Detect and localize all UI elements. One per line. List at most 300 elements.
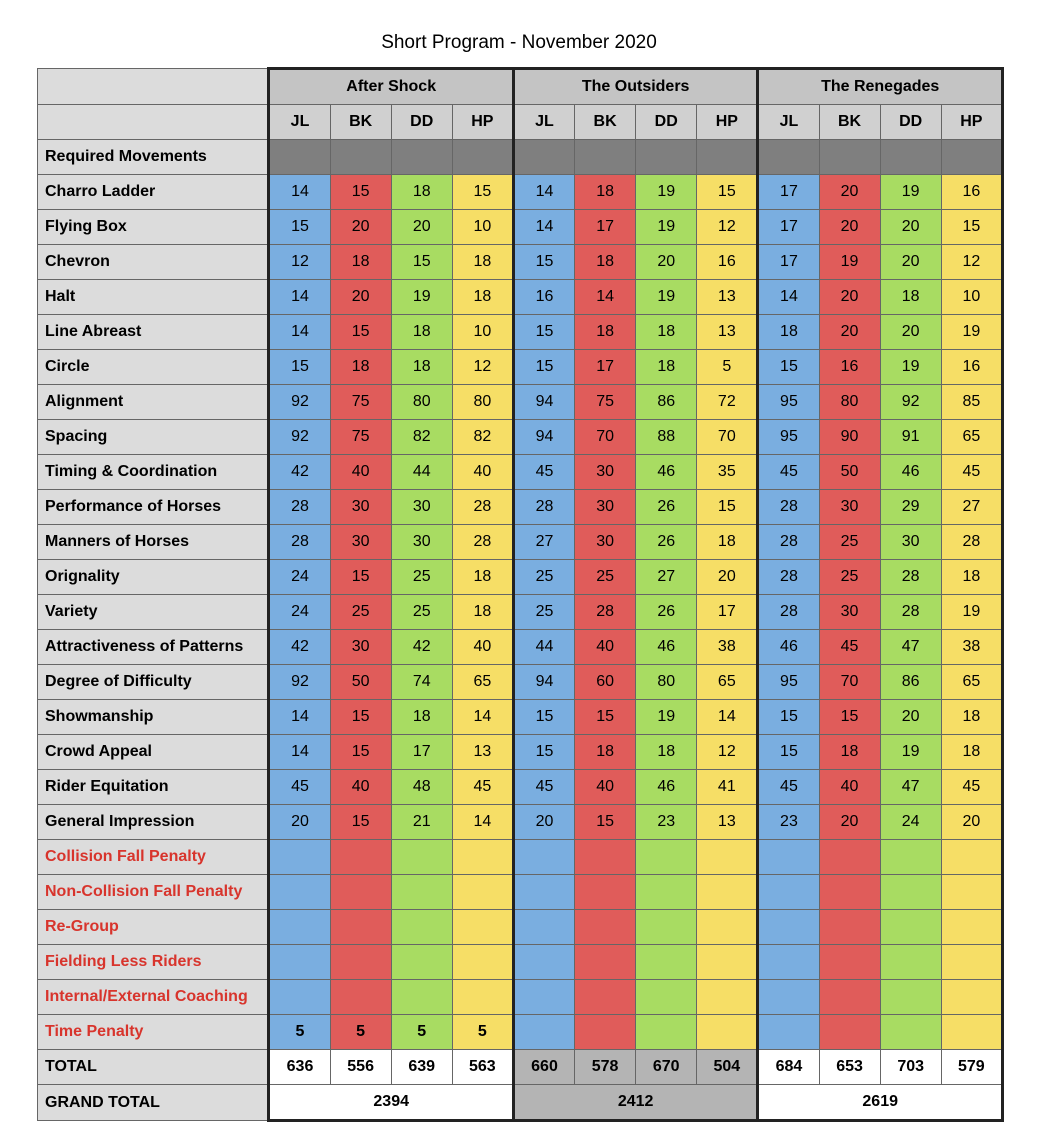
total-cell: 653	[819, 1050, 880, 1085]
score-cell: 15	[758, 735, 819, 770]
score-cell: 45	[758, 770, 819, 805]
score-cell: 13	[697, 805, 758, 840]
score-cell: 21	[391, 805, 452, 840]
score-cell: 75	[330, 385, 391, 420]
score-cell: 15	[391, 245, 452, 280]
score-cell: 75	[330, 420, 391, 455]
score-cell	[575, 1015, 636, 1050]
score-cell: 29	[880, 490, 941, 525]
score-cell: 65	[452, 665, 513, 700]
judge-header: HP	[697, 105, 758, 140]
corner-cell	[38, 69, 269, 105]
table-row	[38, 875, 1003, 910]
score-cell: 30	[575, 490, 636, 525]
row-label: Attractiveness of Patterns	[38, 630, 269, 665]
score-cell: 10	[452, 210, 513, 245]
score-cell: 20	[697, 560, 758, 595]
score-cell: 50	[819, 455, 880, 490]
score-cell	[513, 840, 574, 875]
table-row	[38, 490, 1003, 525]
team-header: After Shock	[269, 69, 513, 105]
score-cell: 18	[452, 595, 513, 630]
score-cell	[880, 840, 941, 875]
table-row	[38, 980, 1003, 1015]
score-cell: 40	[452, 630, 513, 665]
score-cell: 25	[391, 595, 452, 630]
score-cell	[880, 980, 941, 1015]
score-cell: 20	[819, 805, 880, 840]
score-cell: 5	[330, 1015, 391, 1050]
score-cell: 23	[636, 805, 697, 840]
score-cell: 95	[758, 385, 819, 420]
section-cell	[819, 140, 880, 175]
score-cell	[941, 840, 1002, 875]
row-label: Internal/External Coaching	[38, 980, 269, 1015]
score-cell: 65	[941, 665, 1002, 700]
table-row	[38, 840, 1003, 875]
total-cell: 579	[941, 1050, 1002, 1085]
table-row	[38, 245, 1003, 280]
score-cell: 15	[575, 700, 636, 735]
score-cell: 14	[269, 735, 330, 770]
judge-header: DD	[391, 105, 452, 140]
score-cell	[269, 945, 330, 980]
score-cell: 19	[941, 595, 1002, 630]
score-cell	[758, 875, 819, 910]
score-cell	[330, 840, 391, 875]
score-cell: 15	[452, 175, 513, 210]
score-cell	[941, 980, 1002, 1015]
total-cell: 504	[697, 1050, 758, 1085]
score-cell: 18	[575, 245, 636, 280]
grand-total-cell: 2412	[513, 1085, 757, 1121]
score-cell: 18	[636, 315, 697, 350]
score-cell: 28	[758, 490, 819, 525]
score-cell: 46	[636, 770, 697, 805]
score-cell: 18	[697, 525, 758, 560]
table-row	[38, 210, 1003, 245]
score-cell: 5	[697, 350, 758, 385]
total-cell: 578	[575, 1050, 636, 1085]
score-cell	[819, 980, 880, 1015]
score-cell: 86	[880, 665, 941, 700]
score-cell: 82	[391, 420, 452, 455]
score-cell	[636, 945, 697, 980]
score-cell: 25	[513, 560, 574, 595]
score-cell: 30	[880, 525, 941, 560]
table-row	[38, 735, 1003, 770]
score-cell: 28	[758, 525, 819, 560]
row-label: Re-Group	[38, 910, 269, 945]
score-cell: 27	[636, 560, 697, 595]
total-cell: 636	[269, 1050, 330, 1085]
score-cell: 95	[758, 420, 819, 455]
score-cell: 18	[941, 700, 1002, 735]
section-cell	[636, 140, 697, 175]
judge-header: BK	[330, 105, 391, 140]
score-cell	[636, 980, 697, 1015]
score-cell: 5	[391, 1015, 452, 1050]
score-cell: 48	[391, 770, 452, 805]
table-row	[38, 560, 1003, 595]
score-cell: 14	[269, 700, 330, 735]
score-cell: 10	[941, 280, 1002, 315]
score-cell	[697, 910, 758, 945]
score-cell: 15	[330, 735, 391, 770]
score-cell: 16	[513, 280, 574, 315]
score-cell: 16	[819, 350, 880, 385]
score-cell: 19	[880, 350, 941, 385]
score-cell: 20	[269, 805, 330, 840]
score-cell: 24	[880, 805, 941, 840]
score-cell: 17	[391, 735, 452, 770]
score-cell: 15	[269, 210, 330, 245]
score-cell: 45	[513, 455, 574, 490]
score-cell: 88	[636, 420, 697, 455]
score-cell	[697, 980, 758, 1015]
score-cell: 30	[575, 455, 636, 490]
table-row	[38, 280, 1003, 315]
score-cell: 13	[697, 280, 758, 315]
score-cell	[452, 945, 513, 980]
score-cell: 12	[697, 210, 758, 245]
score-cell: 35	[697, 455, 758, 490]
score-cell: 92	[269, 665, 330, 700]
row-label: Alignment	[38, 385, 269, 420]
row-label: Degree of Difficulty	[38, 665, 269, 700]
score-cell	[819, 945, 880, 980]
row-label: Spacing	[38, 420, 269, 455]
section-row	[38, 140, 1003, 175]
page-title: Short Program - November 2020	[381, 32, 657, 53]
score-cell: 40	[575, 630, 636, 665]
score-cell	[636, 910, 697, 945]
score-cell: 13	[452, 735, 513, 770]
score-cell: 47	[880, 630, 941, 665]
score-cell: 20	[819, 315, 880, 350]
score-cell: 18	[391, 175, 452, 210]
score-cell: 40	[819, 770, 880, 805]
score-cell: 14	[575, 280, 636, 315]
score-cell: 18	[452, 245, 513, 280]
score-cell: 12	[697, 735, 758, 770]
table-row	[38, 665, 1003, 700]
score-cell: 19	[880, 735, 941, 770]
score-cell: 18	[452, 560, 513, 595]
score-cell: 25	[330, 595, 391, 630]
table-row	[38, 525, 1003, 560]
section-cell	[452, 140, 513, 175]
score-cell: 14	[758, 280, 819, 315]
score-cell: 16	[941, 350, 1002, 385]
table-row	[38, 630, 1003, 665]
score-cell: 15	[330, 315, 391, 350]
score-cell: 19	[941, 315, 1002, 350]
score-cell: 42	[269, 455, 330, 490]
score-cell: 46	[636, 455, 697, 490]
score-cell: 46	[636, 630, 697, 665]
section-cell	[697, 140, 758, 175]
score-cell: 41	[697, 770, 758, 805]
score-cell: 30	[391, 490, 452, 525]
score-cell: 80	[391, 385, 452, 420]
score-cell	[513, 875, 574, 910]
total-cell: 703	[880, 1050, 941, 1085]
score-cell: 15	[697, 490, 758, 525]
score-cell	[880, 945, 941, 980]
score-cell: 18	[636, 735, 697, 770]
score-cell: 28	[880, 595, 941, 630]
total-cell: 556	[330, 1050, 391, 1085]
score-cell: 14	[452, 805, 513, 840]
score-cell	[513, 910, 574, 945]
score-cell	[575, 910, 636, 945]
score-cell: 92	[880, 385, 941, 420]
table-row	[38, 175, 1003, 210]
score-cell: 17	[575, 210, 636, 245]
score-cell: 19	[819, 245, 880, 280]
score-cell	[452, 840, 513, 875]
section-label: Required Movements	[38, 140, 269, 175]
judge-header-row	[38, 105, 1003, 140]
score-cell: 30	[391, 525, 452, 560]
score-cell	[575, 980, 636, 1015]
score-cell: 46	[880, 455, 941, 490]
score-cell: 15	[758, 700, 819, 735]
section-cell	[575, 140, 636, 175]
score-cell: 25	[513, 595, 574, 630]
score-cell: 26	[636, 595, 697, 630]
score-cell: 27	[513, 525, 574, 560]
score-cell	[636, 1015, 697, 1050]
judge-header: BK	[575, 105, 636, 140]
score-cell: 50	[330, 665, 391, 700]
score-cell: 26	[636, 525, 697, 560]
score-cell	[452, 875, 513, 910]
table-row	[38, 805, 1003, 840]
score-cell: 14	[513, 210, 574, 245]
score-cell: 19	[391, 280, 452, 315]
score-cell	[452, 980, 513, 1015]
score-cell: 15	[941, 210, 1002, 245]
score-cell	[575, 945, 636, 980]
score-cell: 94	[513, 420, 574, 455]
score-cell: 25	[819, 525, 880, 560]
judge-header: HP	[941, 105, 1002, 140]
score-cell: 15	[513, 735, 574, 770]
score-cell: 15	[330, 560, 391, 595]
table-row	[38, 595, 1003, 630]
score-cell: 18	[391, 315, 452, 350]
table-row	[38, 770, 1003, 805]
score-cell: 15	[758, 350, 819, 385]
row-label: Chevron	[38, 245, 269, 280]
score-cell: 28	[452, 490, 513, 525]
total-label: TOTAL	[38, 1050, 269, 1085]
row-label: Halt	[38, 280, 269, 315]
score-cell: 20	[941, 805, 1002, 840]
score-cell: 82	[452, 420, 513, 455]
score-cell: 18	[391, 350, 452, 385]
score-cell: 20	[636, 245, 697, 280]
score-cell: 92	[269, 420, 330, 455]
judge-header: DD	[880, 105, 941, 140]
judge-header: DD	[636, 105, 697, 140]
score-cell: 70	[575, 420, 636, 455]
score-cell	[269, 980, 330, 1015]
section-cell	[513, 140, 574, 175]
row-label: Variety	[38, 595, 269, 630]
score-cell: 15	[513, 700, 574, 735]
score-cell: 18	[880, 280, 941, 315]
score-cell: 15	[330, 700, 391, 735]
score-cell: 28	[269, 525, 330, 560]
score-cell: 40	[575, 770, 636, 805]
row-label: Flying Box	[38, 210, 269, 245]
score-cell: 30	[330, 525, 391, 560]
score-cell: 94	[513, 665, 574, 700]
score-cell: 20	[819, 280, 880, 315]
score-cell: 12	[941, 245, 1002, 280]
score-cell: 60	[575, 665, 636, 700]
score-cell: 15	[575, 805, 636, 840]
score-cell	[758, 1015, 819, 1050]
score-cell: 14	[269, 280, 330, 315]
row-label: Timing & Coordination	[38, 455, 269, 490]
table-row	[38, 315, 1003, 350]
section-cell	[269, 140, 330, 175]
score-cell: 45	[513, 770, 574, 805]
judge-header: JL	[513, 105, 574, 140]
row-label: Crowd Appeal	[38, 735, 269, 770]
judge-header: JL	[758, 105, 819, 140]
score-cell	[880, 875, 941, 910]
score-cell	[941, 1015, 1002, 1050]
score-cell: 14	[513, 175, 574, 210]
score-cell: 75	[575, 385, 636, 420]
grand-total-label: GRAND TOTAL	[38, 1085, 269, 1121]
section-cell	[880, 140, 941, 175]
total-cell: 670	[636, 1050, 697, 1085]
section-cell	[391, 140, 452, 175]
total-cell: 684	[758, 1050, 819, 1085]
score-cell	[819, 875, 880, 910]
grand-total-row	[38, 1085, 1003, 1121]
score-cell: 5	[269, 1015, 330, 1050]
score-cell: 18	[452, 280, 513, 315]
score-cell: 38	[697, 630, 758, 665]
score-cell: 28	[941, 525, 1002, 560]
total-cell: 563	[452, 1050, 513, 1085]
score-cell	[575, 875, 636, 910]
table-row	[38, 910, 1003, 945]
score-cell	[391, 980, 452, 1015]
score-cell: 74	[391, 665, 452, 700]
score-cell: 18	[575, 175, 636, 210]
score-cell	[330, 910, 391, 945]
score-cell	[513, 980, 574, 1015]
score-cell: 46	[758, 630, 819, 665]
table-row	[38, 385, 1003, 420]
score-cell: 18	[330, 245, 391, 280]
score-cell	[941, 910, 1002, 945]
score-cell: 19	[880, 175, 941, 210]
score-cell: 26	[636, 490, 697, 525]
score-cell	[697, 840, 758, 875]
score-cell	[758, 980, 819, 1015]
score-cell	[697, 945, 758, 980]
score-cell	[880, 1015, 941, 1050]
score-cell: 65	[697, 665, 758, 700]
score-cell: 18	[575, 735, 636, 770]
total-cell: 639	[391, 1050, 452, 1085]
section-cell	[330, 140, 391, 175]
score-cell: 20	[513, 805, 574, 840]
score-cell: 19	[636, 700, 697, 735]
score-cell: 30	[819, 595, 880, 630]
score-cell: 12	[269, 245, 330, 280]
table-row	[38, 1015, 1003, 1050]
score-cell: 70	[697, 420, 758, 455]
score-cell	[269, 840, 330, 875]
score-cell: 45	[819, 630, 880, 665]
score-cell	[452, 910, 513, 945]
score-cell: 20	[880, 210, 941, 245]
row-label: Rider Equitation	[38, 770, 269, 805]
score-cell: 28	[269, 490, 330, 525]
table-row	[38, 455, 1003, 490]
score-cell: 42	[269, 630, 330, 665]
score-cell: 72	[697, 385, 758, 420]
score-cell: 17	[758, 245, 819, 280]
score-cell: 16	[941, 175, 1002, 210]
score-cell: 28	[575, 595, 636, 630]
score-cell: 18	[758, 315, 819, 350]
score-cell	[513, 1015, 574, 1050]
score-cell: 28	[513, 490, 574, 525]
score-cell	[941, 875, 1002, 910]
score-cell: 18	[330, 350, 391, 385]
score-cell: 18	[941, 735, 1002, 770]
score-cell	[636, 840, 697, 875]
judge-header: BK	[819, 105, 880, 140]
total-row	[38, 1050, 1003, 1085]
score-cell: 18	[391, 700, 452, 735]
row-label: Charro Ladder	[38, 175, 269, 210]
score-cell: 30	[575, 525, 636, 560]
score-cell: 28	[758, 595, 819, 630]
score-cell: 14	[452, 700, 513, 735]
score-cell: 20	[880, 315, 941, 350]
row-label: Orignality	[38, 560, 269, 595]
score-cell: 30	[819, 490, 880, 525]
grand-total-cell: 2619	[758, 1085, 1003, 1121]
score-cell: 16	[697, 245, 758, 280]
row-label: Collision Fall Penalty	[38, 840, 269, 875]
score-cell	[330, 945, 391, 980]
score-cell: 14	[269, 175, 330, 210]
score-cell: 38	[941, 630, 1002, 665]
score-cell: 45	[269, 770, 330, 805]
score-cell: 40	[330, 455, 391, 490]
score-cell: 14	[697, 700, 758, 735]
score-cell: 5	[452, 1015, 513, 1050]
row-label: General Impression	[38, 805, 269, 840]
score-cell: 24	[269, 595, 330, 630]
score-cell: 23	[758, 805, 819, 840]
score-cell: 65	[941, 420, 1002, 455]
score-cell: 42	[391, 630, 452, 665]
